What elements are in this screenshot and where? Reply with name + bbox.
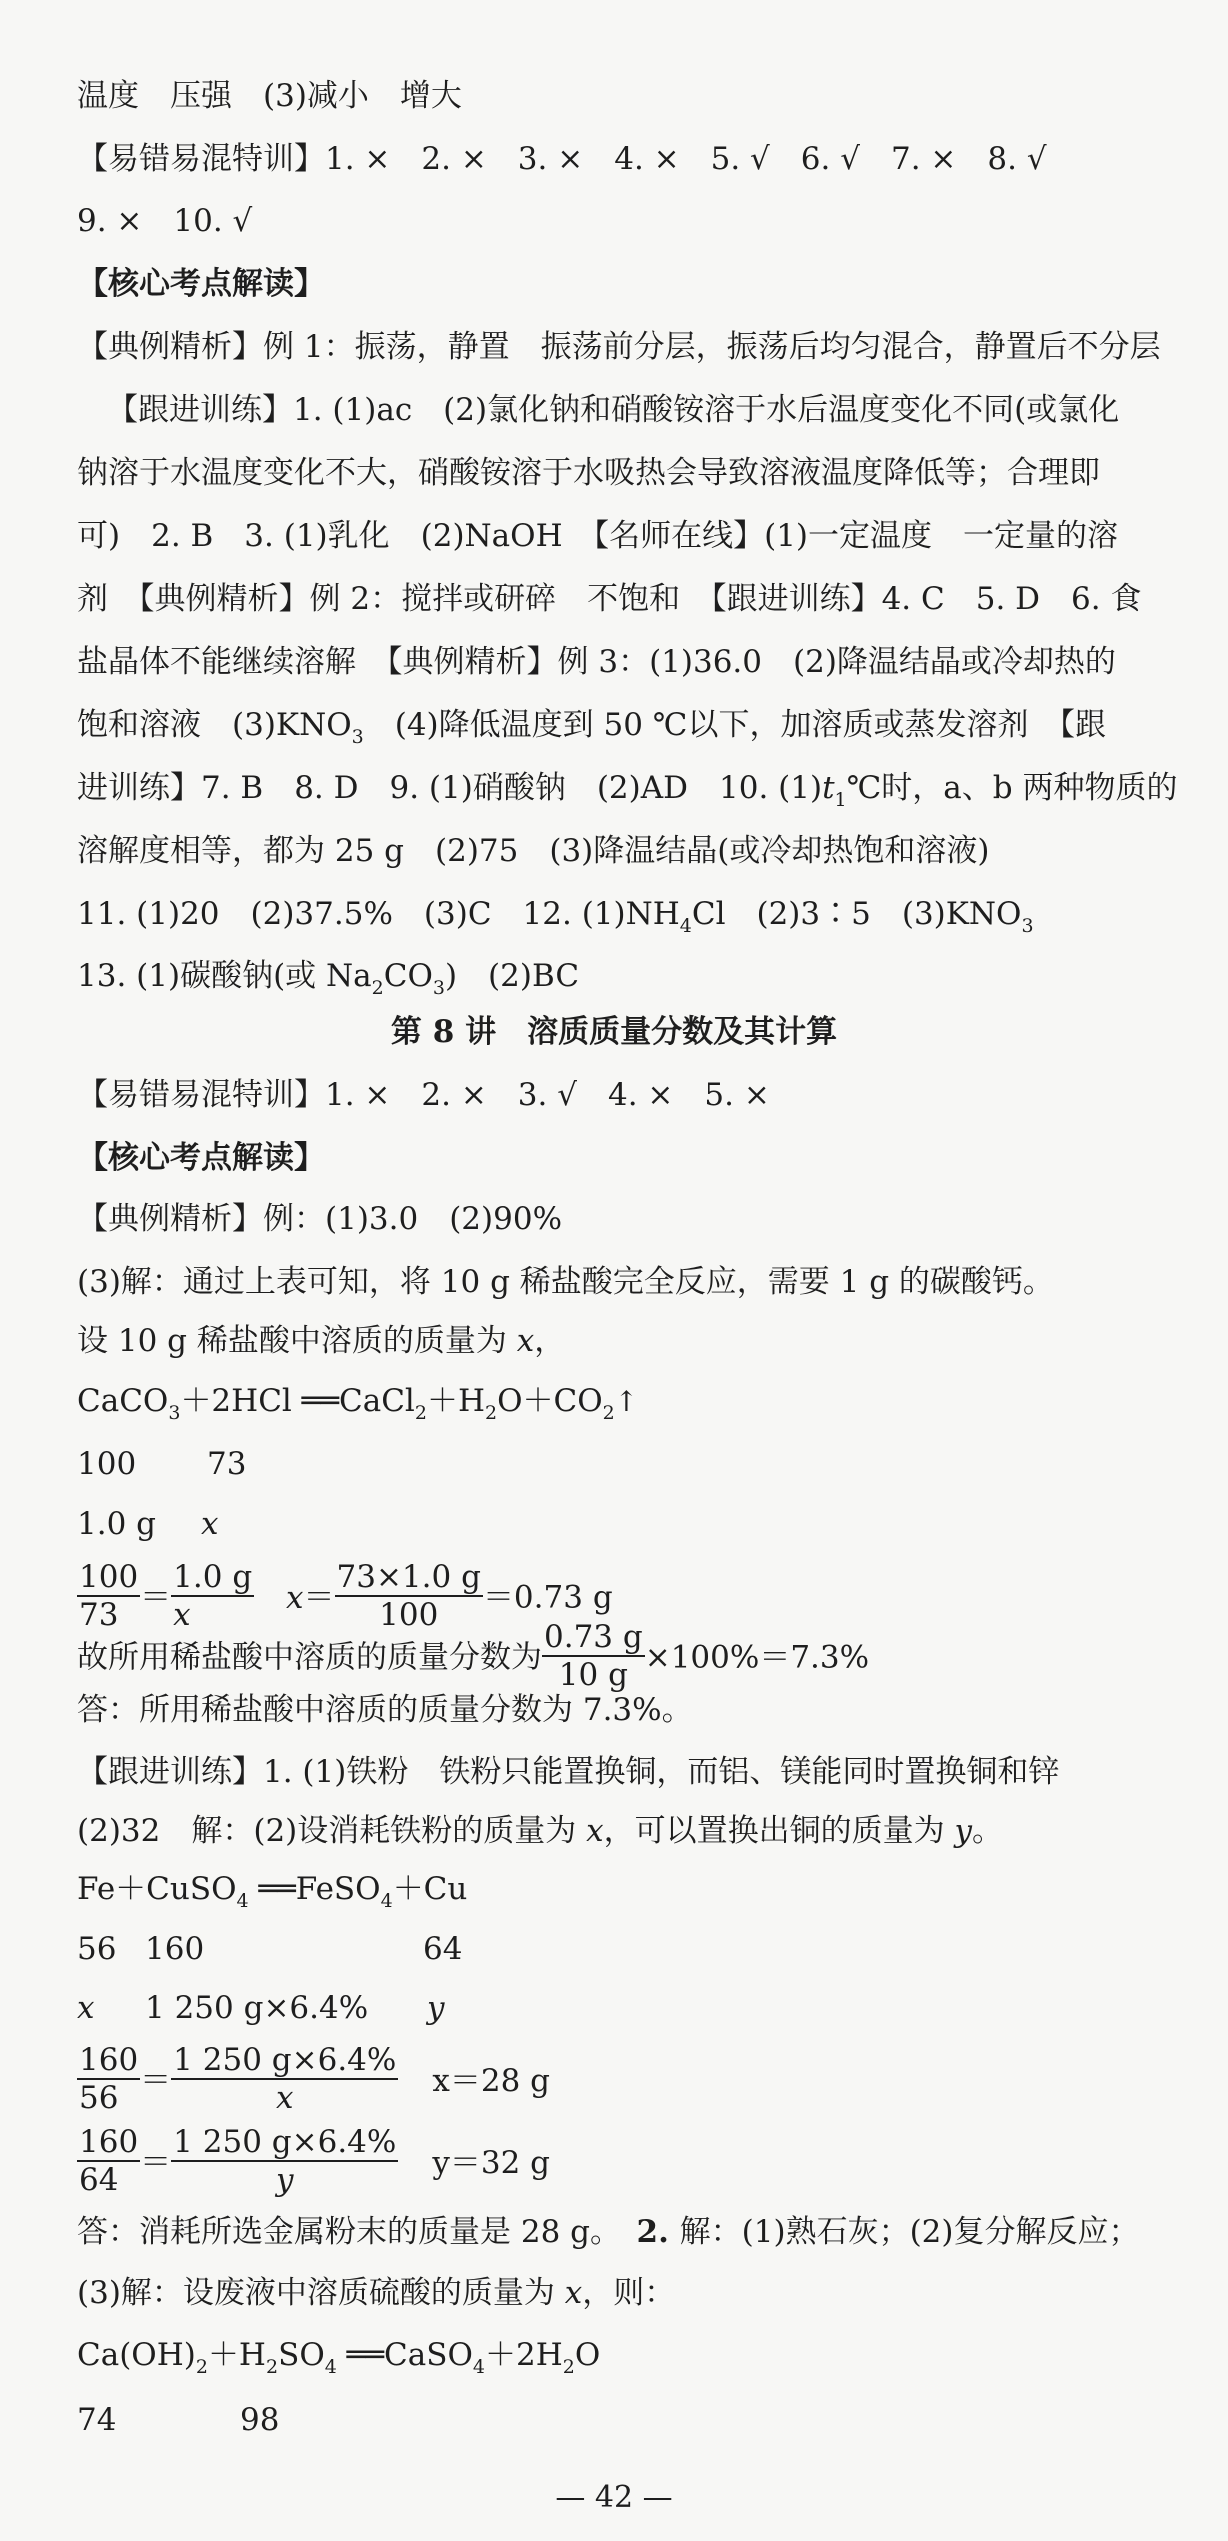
text-line: 9. × 10. √	[77, 203, 253, 239]
text-line: (3)解：设废液中溶质硫酸的质量为 x，则：	[77, 2275, 676, 2311]
text-line: 【易错易混特训】1. × 2. × 3. √ 4. × 5. ×	[77, 1077, 770, 1113]
text-line: 温度 压强 (3)减小 增大	[77, 78, 462, 114]
text-line: 进训练】7. B 8. D 9. (1)硝酸钠 (2)AD 10. $(1)t_1℃$时，a、b 两种物质的	[77, 770, 1178, 811]
fraction-equation: $\frac{160}{64}$ ＝ $\frac{1 250 g\times 6.4\%}{y}$ y＝32 g	[79, 2124, 551, 2198]
text-line: 【典例精析】例：(1)3.0 (2)90%	[77, 1201, 563, 1237]
fraction: $\frac{73\times 1.0 g}{100}$	[336, 1559, 481, 1633]
mass-ratio-row: 56 160 64	[77, 1931, 463, 1967]
text-line: 13. (1)碳酸钠(或 $Na_2CO_3$) (2)BC	[77, 958, 580, 999]
mass-ratio-row: 1.0 g x	[77, 1506, 219, 1542]
fraction: $\frac{1 250 g\times 6.4\%}{y}$	[173, 2124, 397, 2198]
text-line: (3)解：通过上表可知，将 10 g 稀盐酸完全反应，需要 1 g 的碳酸钙。	[77, 1264, 1054, 1300]
text-line: 饱和溶液 $(3)KNO_3$ (4)降低温度到 50 ℃以下，加溶质或蒸发溶剂 【跟	[77, 707, 1106, 748]
text-line: 故所用稀盐酸中溶质的质量分数为 $\frac{0.73 g}{10 g}$ ×100%＝7.3%	[77, 1619, 870, 1693]
fraction-equation: $\frac{100}{73}$ ＝ $\frac{1.0 g}{x}$ x＝ $\frac{73\times 1.0 g}{100}$ ＝0.73 g	[79, 1559, 613, 1633]
page-number: — 42 —	[555, 2480, 673, 2515]
gas-arrow-icon: ↑	[614, 1385, 639, 1418]
fraction: $\frac{1.0 g}{x}$	[173, 1559, 253, 1633]
text-line: 【易错易混特训】1. × 2. × 3. × 4. × 5. √ 6. √ 7. × 8. √	[77, 141, 1047, 177]
chemical-equation: CaCO$_3$＋2HCl $══CaCl_2+H_2O+CO_2↑$	[77, 1383, 639, 1424]
text-line: 【跟进训练】1. (1)ac (2)氯化钠和硝酸铵溶于水后温度变化不同(或氯化	[107, 392, 1120, 428]
text-line: 【典例精析】例 1：振荡，静置 振荡前分层，振荡后均匀混合，静置后不分层	[77, 329, 1161, 365]
chemical-equation: $Ca(OH)_2+H_2SO_4$ $══CaSO_4+2H_2O$	[77, 2337, 601, 2378]
lesson-title: 第 8 讲 溶质质量分数及其计算	[390, 1014, 838, 1050]
text-line: 可) 2. B 3. (1)乳化 (2)NaOH 【名师在线】(1)一定温度 一定量的溶	[77, 518, 1119, 554]
fraction: $\frac{160}{64}$	[79, 2124, 139, 2198]
text-line: 答：所用稀盐酸中溶质的质量分数为 7.3%。	[77, 1692, 693, 1728]
text-line: 剂 【典例精析】例 2：搅拌或研碎 不饱和 【跟进训练】4. C 5. D 6. 食	[77, 581, 1142, 617]
text-line: 答：消耗所选金属粉末的质量是 28 g。 2. 解：(1)熟石灰；(2)复分解反应；	[77, 2214, 1140, 2250]
text-line: 设 10 g 稀盐酸中溶质的质量为 x，	[77, 1323, 566, 1359]
fraction-equation: $\frac{160}{56}$ ＝ $\frac{1 250 g\times 6.4\%}{x}$ x＝28 g	[79, 2042, 550, 2116]
section-heading: 【核心考点解读】	[77, 266, 325, 302]
text-line: (2)32 解：(2)设消耗铁粉的质量为 x，可以置换出铜的质量为 y。	[77, 1813, 1003, 1849]
mass-ratio-row: x 1 250 g×6.4% y	[77, 1990, 445, 2026]
mass-ratio-row: 100 73	[77, 1446, 247, 1482]
section-heading: 【核心考点解读】	[77, 1140, 325, 1176]
fraction: $\frac{0.73 g}{10 g}$	[544, 1619, 643, 1693]
text-line: 溶解度相等，都为 25 g (2)75 (3)降温结晶(或冷却热饱和溶液)	[77, 833, 990, 869]
mass-ratio-row: 74 98	[77, 2402, 280, 2438]
text-line: 【跟进训练】1. (1)铁粉 铁粉只能置换铜，而铝、镁能同时置换铜和锌	[77, 1754, 1060, 1790]
fraction: $\frac{100}{73}$	[79, 1559, 139, 1633]
fraction: $\frac{160}{56}$	[79, 2042, 139, 2116]
text-line: 11. (1)20 (2)37.5% (3)C 12. $(1)NH_4Cl$ (2)3∶5 $(3)KNO_3$	[77, 896, 1034, 937]
fraction: $\frac{1 250 g\times 6.4\%}{x}$	[173, 2042, 397, 2116]
text-line: 钠溶于水温度变化不大，硝酸铵溶于水吸热会导致溶液温度降低等；合理即	[77, 455, 1100, 491]
text-line: 盐晶体不能继续溶解 【典例精析】例 3：(1)36.0 (2)降温结晶或冷却热的	[77, 644, 1116, 680]
chemical-equation: Fe＋CuSO$_4$ ══FeSO$_4$＋Cu	[77, 1871, 468, 1912]
